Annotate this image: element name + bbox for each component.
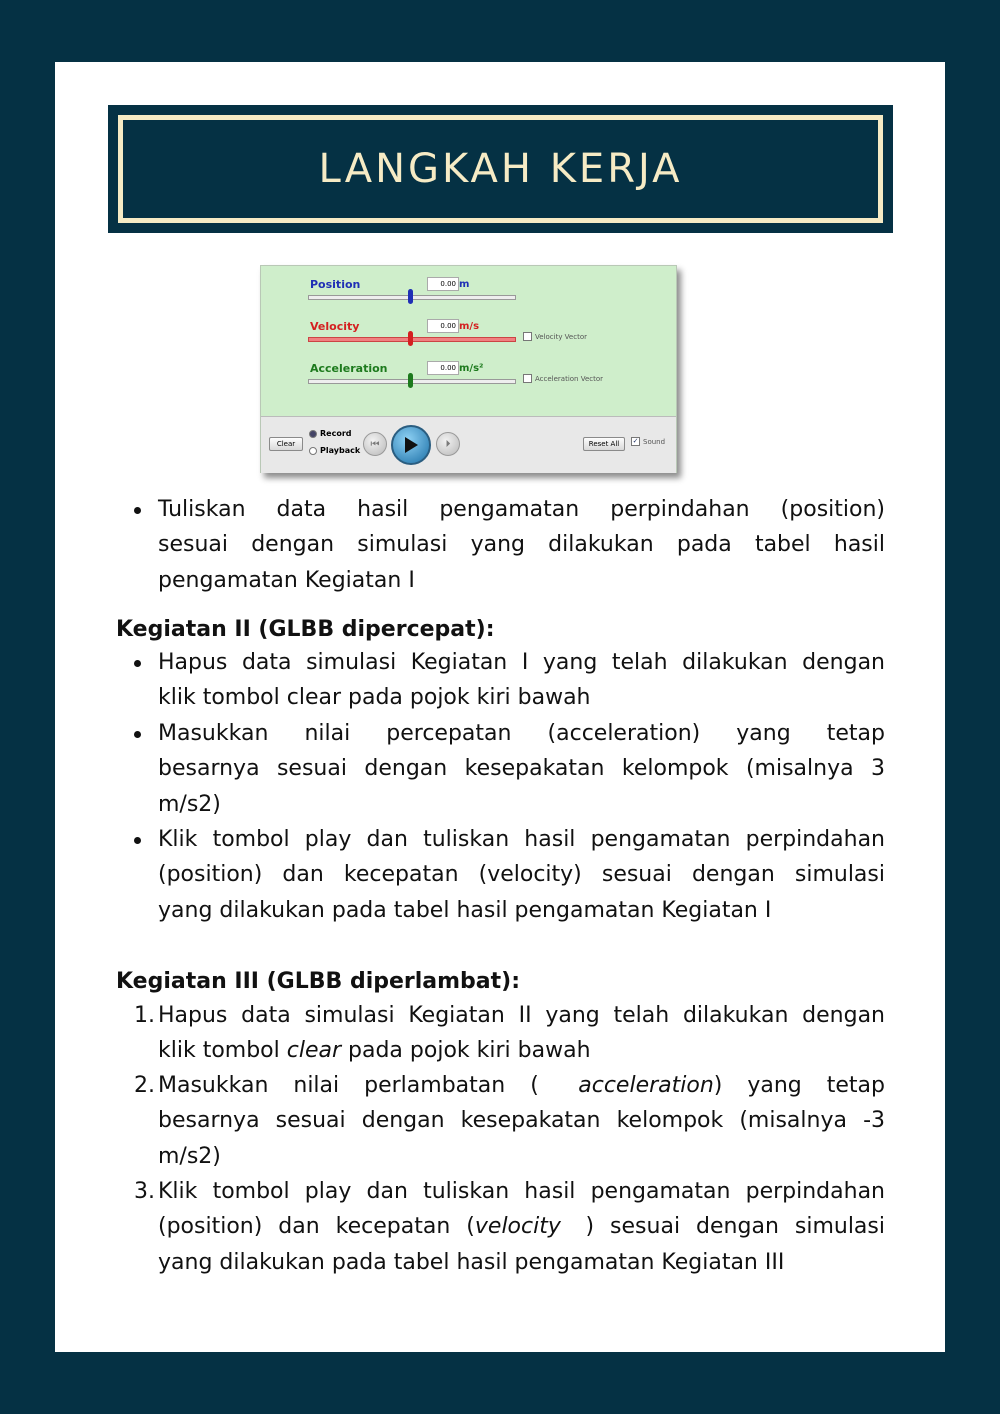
position-row [261, 278, 676, 318]
text-line: (position) dan kecepatan (velocity) sesuai dengan simulasi [158, 862, 885, 888]
text-line: Hapus data simulasi Kegiatan II yang telah dilakukan dengan [158, 1003, 885, 1028]
list-item [158, 492, 885, 598]
text-line: besarnya sesuai dengan kesepakatan kelompok (misalnya 3 [158, 756, 885, 782]
text-line [158, 1209, 885, 1244]
text-line: m/s2) [158, 791, 221, 817]
play-button[interactable] [391, 425, 431, 465]
acceleration-unit: m/s² [459, 363, 484, 374]
sound-label: Sound [643, 437, 666, 446]
record-label: Record [320, 429, 352, 438]
text-segment: pada pojok kiri bawah [341, 1038, 591, 1064]
checkbox-icon [523, 374, 532, 383]
acceleration-vector-label: Acceleration Vector [535, 374, 604, 383]
text-line: besarnya sesuai dengan kesepakatan kelompok (misalnya -3 [158, 1108, 885, 1134]
sound-checkbox[interactable] [631, 437, 665, 446]
bullet-icon [134, 660, 141, 667]
step-button[interactable] [436, 432, 460, 456]
velocity-label: Velocity [310, 320, 360, 333]
text-segment-group [578, 1068, 885, 1103]
text-line: Klik tombol play dan tuliskan hasil pengamatan perpindahan [158, 827, 885, 852]
velocity-value-field[interactable]: 0.00 [427, 319, 459, 333]
text-segment: ) sesuai dengan simulasi [585, 1214, 885, 1240]
list-item [134, 998, 885, 1069]
page-title: LANGKAH KERJA [318, 146, 683, 192]
acceleration-slider-handle[interactable] [408, 373, 413, 388]
position-value-field[interactable]: 0.00 [427, 277, 459, 291]
bullet-icon [134, 731, 141, 738]
list-item [134, 1068, 885, 1174]
page [55, 62, 945, 1352]
list-item [158, 645, 885, 716]
velocity-unit: m/s [459, 321, 480, 332]
text-segment: klik tombol [158, 1038, 287, 1064]
text-segment-italic: velocity [474, 1214, 561, 1240]
position-slider-handle[interactable] [408, 289, 413, 304]
section-heading: Kegiatan II (GLBB dipercepat): [116, 617, 495, 642]
acceleration-label: Acceleration [310, 362, 388, 375]
text-line: Tuliskan data hasil pengamatan perpindahan (position) [158, 497, 885, 522]
record-radio[interactable] [309, 429, 352, 438]
checkbox-icon [523, 332, 532, 341]
text-segment: ) yang tetap [713, 1073, 885, 1098]
checkbox-checked-icon: ✓ [632, 437, 639, 445]
acceleration-row [261, 362, 676, 402]
text-segment: Masukkan nilai perlambatan ( [158, 1073, 539, 1098]
text-line: yang dilakukan pada tabel hasil pengamatan Kegiatan I [158, 897, 772, 923]
radio-icon [309, 447, 317, 455]
clear-button[interactable]: Clear [269, 437, 303, 451]
text-line: Klik tombol play dan tuliskan hasil pengamatan perpindahan [158, 1179, 885, 1204]
text-line [158, 1033, 885, 1068]
velocity-vector-checkbox[interactable] [523, 332, 587, 341]
list-item [134, 1174, 885, 1280]
position-unit: m [459, 279, 470, 290]
position-label: Position [310, 278, 361, 291]
velocity-row [261, 320, 676, 360]
reset-all-button[interactable]: Reset All [583, 437, 625, 451]
text-line: pengamatan Kegiatan I [158, 567, 415, 593]
step-icon: ⏵ [445, 438, 451, 450]
velocity-vector-label: Velocity Vector [535, 332, 587, 341]
list-number: 3. [134, 1179, 155, 1204]
list-item [158, 716, 885, 822]
rewind-icon: ⏮ [370, 438, 380, 450]
title-frame [118, 115, 883, 223]
acceleration-value-field[interactable]: 0.00 [427, 361, 459, 375]
text-line: m/s2) [158, 1143, 221, 1169]
text-segment-italic: clear [286, 1038, 342, 1064]
title-banner [108, 105, 893, 233]
text-segment: (position) dan kecepatan ( [158, 1214, 475, 1240]
text-line [158, 1068, 885, 1103]
velocity-slider-handle[interactable] [408, 331, 413, 346]
text-line: klik tombol clear pada pojok kiri bawah [158, 685, 591, 711]
radio-selected-icon [309, 430, 317, 438]
section-heading: Kegiatan III (GLBB diperlambat): [116, 969, 521, 994]
play-icon [403, 436, 419, 454]
playback-radio[interactable] [309, 446, 360, 455]
simulation-panel [260, 265, 677, 473]
list-number: 1. [134, 1003, 155, 1028]
list-number: 2. [134, 1073, 155, 1098]
bullet-icon [134, 837, 141, 844]
acceleration-vector-checkbox[interactable] [523, 374, 603, 383]
rewind-button[interactable] [363, 432, 387, 456]
text-line: sesuai dengan simulasi yang dilakukan pada tabel hasil [158, 532, 885, 558]
playback-bar [261, 416, 676, 473]
text-line: yang dilakukan pada tabel hasil pengamatan Kegiatan III [158, 1249, 785, 1275]
list-item [158, 822, 885, 928]
text-segment-italic: acceleration [578, 1073, 714, 1098]
text-segment-group [158, 1209, 561, 1244]
playback-label: Playback [320, 446, 361, 455]
text-line: Masukkan nilai percepatan (acceleration) yang tetap [158, 721, 885, 746]
text-line: Hapus data simulasi Kegiatan I yang telah dilakukan dengan [158, 650, 885, 675]
bullet-icon [134, 507, 141, 514]
